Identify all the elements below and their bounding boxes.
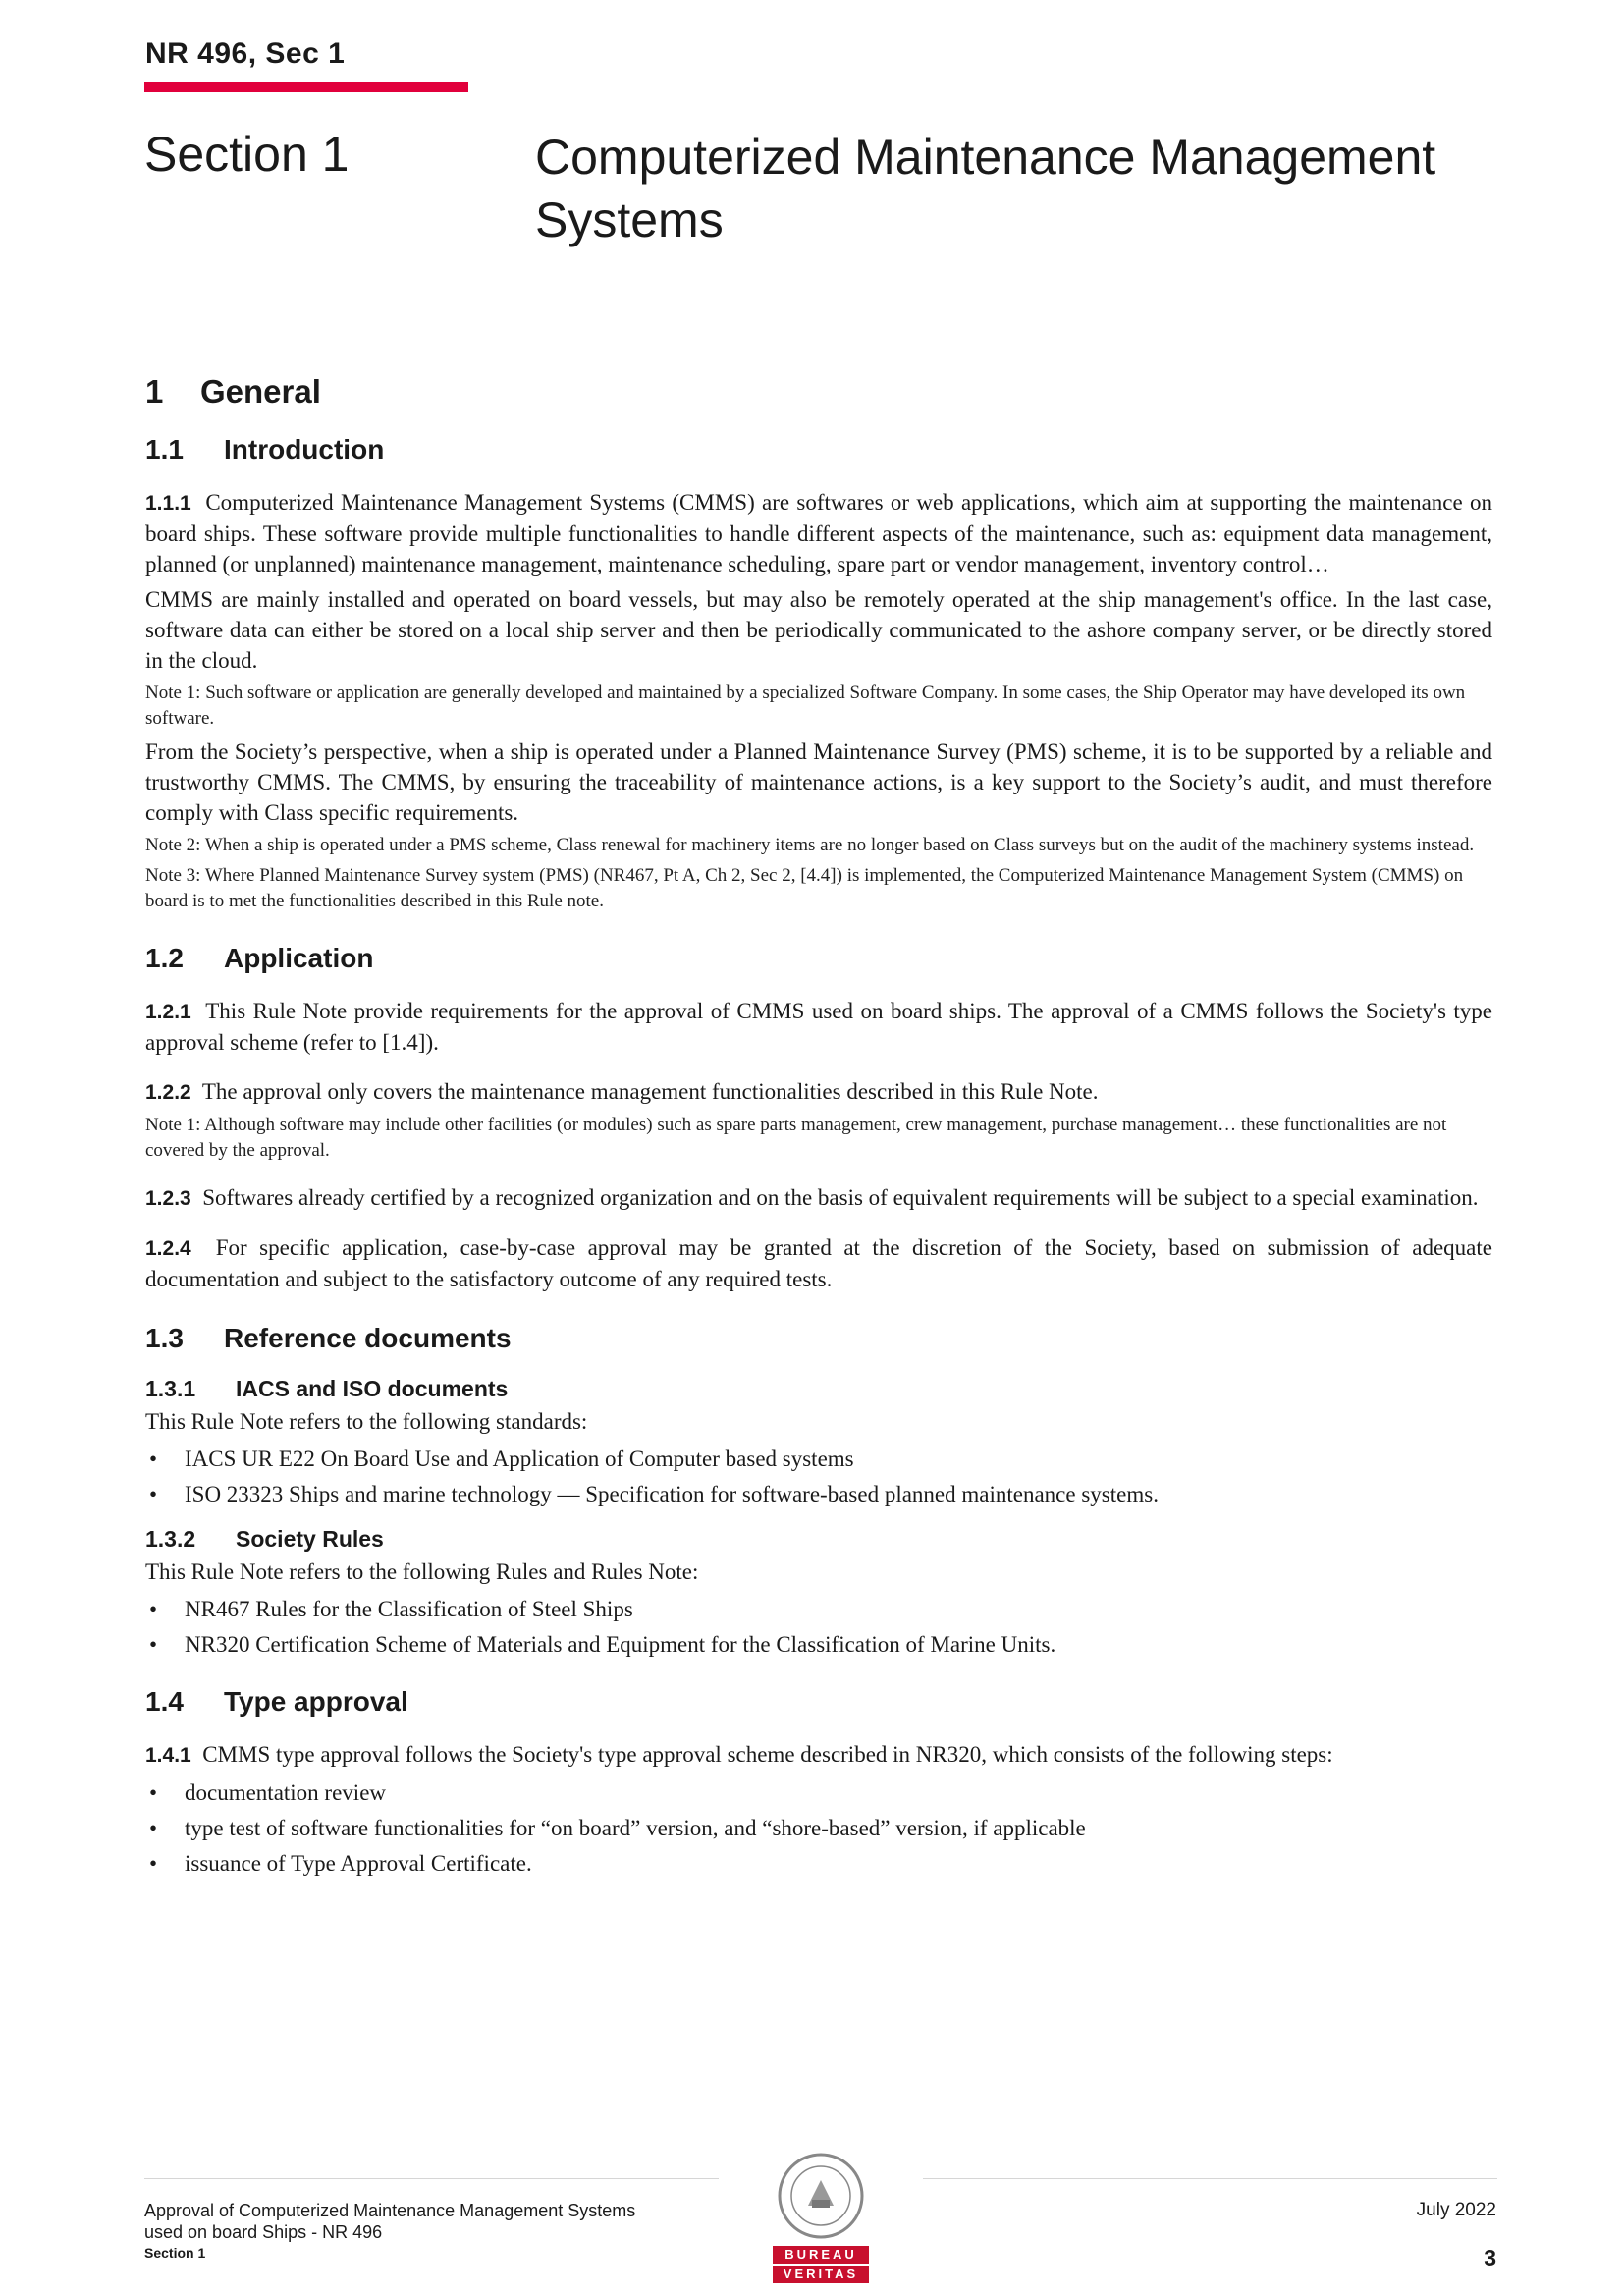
paragraph-text: This Rule Note provide requirements for the approval of CMMS used on board ships. The approval of a CMMS follows the Society's type approval scheme (refer to [1.4]). bbox=[145, 999, 1493, 1055]
heading-1-3 bbox=[145, 1323, 1492, 1354]
footer-divider bbox=[923, 2178, 1497, 2179]
heading-1-4 bbox=[145, 1686, 1492, 1718]
heading-1-3-2 bbox=[145, 1526, 1492, 1553]
page-number: 3 bbox=[1484, 2245, 1496, 2270]
heading-number: 1.3.1 bbox=[145, 1376, 196, 1401]
heading-text: Application bbox=[224, 943, 374, 973]
paragraph-number: 1.4.1 bbox=[145, 1744, 191, 1767]
paragraph-number: 1.1.1 bbox=[145, 492, 191, 515]
list-item: • NR320 Certification Scheme of Materials and Equipment for the Classification of Marine Units. bbox=[145, 1627, 1492, 1663]
logo-wordmark-bottom: VERITAS bbox=[773, 2266, 869, 2283]
footer-divider bbox=[144, 2178, 719, 2179]
paragraph-text: CMMS type approval follows the Society's type approval scheme described in NR320, which consists of the following steps: bbox=[202, 1742, 1333, 1767]
section-number: Section 1 bbox=[144, 127, 350, 182]
paragraph-number: 1.2.4 bbox=[145, 1237, 191, 1260]
paragraph: CMMS are mainly installed and operated on board vessels, but may also be remotely operated at the ship management's office. In the last case, software data can either be stored on a local ship server and then be periodically communicated to the ashore company server, or be directly stored in the cloud. bbox=[145, 587, 1492, 673]
footer-doc-line: Approval of Computerized Maintenance Management Systems bbox=[144, 2201, 636, 2220]
heading-1-2 bbox=[145, 943, 1492, 974]
paragraph-text: For specific application, case-by-case approval may be granted at the discretion of the Society, based on submission of adequate documentation and subject to the satisfactory outcome of any required tests. bbox=[145, 1235, 1492, 1291]
bureau-veritas-logo bbox=[773, 2151, 869, 2281]
paragraph: This Rule Note refers to the following Rules and Rules Note: bbox=[145, 1559, 699, 1584]
note: Note 1: Such software or application are generally developed and maintained by a specialized Software Company. In some cases, the Ship Operator may have developed its own software. bbox=[145, 683, 1466, 729]
bullet-list bbox=[145, 1442, 1492, 1512]
paragraph-text: Computerized Maintenance Management Systems (CMMS) are softwares or web applications, which aim at supporting the maintenance on board ships. These software provide multiple functionalities to handle different aspects of the maintenance, such as: equipment data management, planned (or unplanned) maintenance management, maintenance scheduling, spare part or vendor management, inventory control… bbox=[145, 490, 1493, 576]
list-item: • documentation review bbox=[145, 1776, 1492, 1811]
heading-number: 1 bbox=[145, 373, 164, 410]
list-item: • issuance of Type Approval Certificate. bbox=[145, 1846, 1492, 1882]
paragraph: From the Society’s perspective, when a ship is operated under a Planned Maintenance Survey (PMS) scheme, it is to be supported by a reliable and trustworthy CMMS. The CMMS, by ensuring the traceability of maintenance actions, is a key support to the Society’s audit, and must therefore comply with Class specific requirements. bbox=[145, 739, 1492, 825]
list-item: • ISO 23323 Ships and marine technology — Specification for software-based planned maintenance systems. bbox=[145, 1477, 1492, 1512]
list-item: • IACS UR E22 On Board Use and Application of Computer based systems bbox=[145, 1442, 1492, 1477]
running-header: NR 496, Sec 1 bbox=[145, 37, 346, 70]
document-body bbox=[145, 373, 1492, 1882]
heading-1-1 bbox=[145, 434, 1492, 465]
paragraph-number: 1.2.3 bbox=[145, 1187, 191, 1210]
paragraph-1-1-1 bbox=[145, 487, 1492, 579]
note: Note 2: When a ship is operated under a PMS scheme, Class renewal for machinery items are no longer based on Class surveys but on the audit of the machinery systems instead. bbox=[145, 835, 1475, 855]
heading-text: Type approval bbox=[224, 1686, 408, 1717]
heading-number: 1.1 bbox=[145, 434, 184, 465]
note: Note 3: Where Planned Maintenance Survey system (PMS) (NR467, Pt A, Ch 2, Sec 2, [4.4]) is implemented, the Computerized Maintenance Management System (CMMS) on board is to met the functionalities described in this Rule note. bbox=[145, 865, 1464, 911]
footer-document-title bbox=[144, 2200, 733, 2243]
paragraph-1-2-4 bbox=[145, 1232, 1492, 1294]
logo-seal-icon bbox=[773, 2151, 869, 2241]
paragraph-1-2-1 bbox=[145, 996, 1492, 1058]
paragraph-number: 1.2.1 bbox=[145, 1001, 191, 1023]
bullet-list bbox=[145, 1592, 1492, 1663]
heading-text: Society Rules bbox=[236, 1526, 384, 1552]
list-item: • type test of software functionalities for “on board” version, and “shore-based” version, if applicable bbox=[145, 1811, 1492, 1846]
note: Note 1: Although software may include other facilities (or modules) such as spare parts management, crew management, purchase management… these functionalities are not covered by the approval. bbox=[145, 1115, 1447, 1161]
bullet-list bbox=[145, 1776, 1492, 1882]
heading-number: 1.4 bbox=[145, 1686, 184, 1717]
list-item: • NR467 Rules for the Classification of Steel Ships bbox=[145, 1592, 1492, 1627]
heading-1-3-1 bbox=[145, 1376, 1492, 1402]
paragraph-1-2-3 bbox=[145, 1182, 1492, 1214]
paragraph-text: The approval only covers the maintenance management functionalities described in this Rule Note. bbox=[201, 1079, 1099, 1104]
footer-date: July 2022 bbox=[1416, 2200, 1496, 2220]
paragraph-text: Softwares already certified by a recognized organization and on the basis of equivalent requirements will be subject to a special examination. bbox=[202, 1185, 1479, 1210]
heading-number: 1.3.2 bbox=[145, 1526, 196, 1552]
heading-1-general bbox=[145, 373, 1492, 410]
heading-number: 1.2 bbox=[145, 943, 184, 973]
heading-text: General bbox=[200, 373, 321, 410]
heading-text: IACS and ISO documents bbox=[236, 1376, 509, 1401]
section-title: Computerized Maintenance Management Systems bbox=[535, 130, 1436, 247]
paragraph: This Rule Note refers to the following standards: bbox=[145, 1409, 588, 1434]
paragraph-1-4-1 bbox=[145, 1739, 1492, 1771]
heading-text: Introduction bbox=[224, 434, 385, 465]
heading-number: 1.3 bbox=[145, 1323, 184, 1353]
paragraph-1-2-2 bbox=[145, 1076, 1492, 1108]
footer-section: Section 1 bbox=[144, 2245, 206, 2261]
logo-wordmark-top: BUREAU bbox=[773, 2246, 869, 2264]
header-accent-bar bbox=[144, 82, 468, 92]
paragraph-number: 1.2.2 bbox=[145, 1081, 191, 1104]
footer-doc-line: used on board Ships - NR 496 bbox=[144, 2222, 383, 2242]
heading-text: Reference documents bbox=[224, 1323, 512, 1353]
